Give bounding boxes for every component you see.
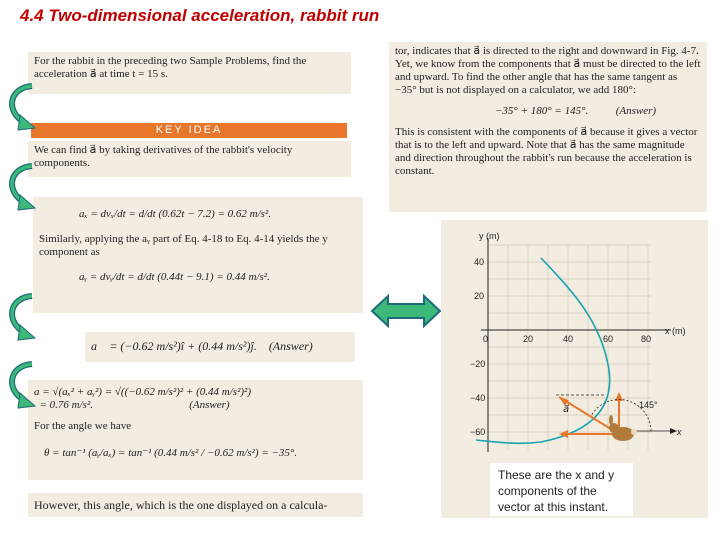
slide-title: 4.4 Two-dimensional acceleration, rabbit run: [20, 6, 380, 25]
however-text: However, this angle, which is the one displayed on a calcula-: [34, 498, 328, 512]
magnitude-panel: [28, 380, 363, 480]
key-idea-text: We can find a⃗ by taking derivatives of the rabbit's velocity components.: [34, 144, 293, 169]
angle-label: 145°: [639, 400, 658, 410]
x-tick: 40: [563, 334, 574, 344]
ax-equation: aₓ = dvₓ/dt = d/dt (0.62t − 7.2) = 0.62 m/s².: [79, 208, 272, 220]
key-idea-banner: KEY IDEA: [31, 123, 347, 138]
magnitude-equation-2: = 0.76 m/s². (Answer): [34, 399, 230, 411]
angle-intro: For the angle we have: [34, 420, 132, 432]
angle-equation: θ = tan⁻¹ (aᵧ/aₓ) = tan⁻¹ (0.44 m/s² / −0.62 m/s²) = −35°.: [44, 447, 298, 459]
figure-grid: [488, 245, 651, 450]
problem-text: For the rabbit in the preceding two Sample Problems, find the acceleration a⃗ at time t = 15 s.: [34, 55, 307, 80]
reference-x-head: [670, 428, 677, 434]
curved-arrow-icon: [2, 82, 38, 132]
rabbit-icon: [609, 415, 637, 441]
vector-panel: [85, 332, 355, 362]
curved-arrow-icon: [2, 162, 38, 212]
figure-caption: These are the x and y components of the vector at this instant.: [490, 463, 633, 516]
however-panel: [28, 493, 363, 517]
explanation-panel: [389, 42, 707, 212]
vector-label: a⃗: [563, 404, 570, 415]
ax-panel: [33, 197, 363, 313]
x-tick: 80: [641, 334, 652, 344]
x-tick: 0: [483, 334, 489, 344]
y-tick: −20: [470, 359, 486, 369]
key-idea-panel: [28, 141, 351, 177]
ay-equation: aᵧ = dvᵧ/dt = d/dt (0.44t − 9.1) = 0.44 m/s².: [79, 271, 270, 283]
magnitude-equation-1: a = √(aₓ² + aᵧ²) = √((−0.62 m/s²)² + (0.44 m/s²)²): [34, 386, 252, 398]
y-tick: 40: [474, 257, 485, 267]
y-tick: 20: [474, 291, 485, 301]
y-axis-label: y (m): [479, 231, 500, 241]
y-tick: −60: [470, 427, 486, 437]
x-tick: 20: [523, 334, 534, 344]
curved-arrow-icon: [2, 292, 38, 342]
explanation-text-2: This is consistent with the components of a⃗ because it gives a vector that is to the left and upward. Note that a⃗ has the same magnitude and direction throughout the rabbit's run because the acceleration is constant.: [395, 126, 698, 177]
x-tick: 60: [603, 334, 614, 344]
reference-x-label: x: [677, 427, 682, 437]
explanation-text-1: tor, indicates that a⃗ is directed to the right and downward in Fig. 4-7. Yet, we know from the components that a⃗ must be directed to the left and upward. To find the other angle that has the same tangent as −35° but is not displayed on a calculator, we add 180°:: [395, 45, 701, 96]
vector-equation: a⃗ = (−0.62 m/s²)î + (0.44 m/s²)ĵ. (Answer): [91, 339, 313, 353]
curved-arrow-icon: [2, 360, 38, 410]
problem-panel: [28, 52, 351, 94]
x-axis-label: x (m): [665, 326, 686, 336]
explanation-equation: −35° + 180° = 145°. (Answer): [495, 105, 657, 117]
double-arrow-icon: [370, 294, 442, 328]
similarly-text: Similarly, applying the aᵧ part of Eq. 4-18 to Eq. 4-14 yields the y component as: [39, 233, 328, 258]
y-tick: −40: [470, 393, 486, 403]
